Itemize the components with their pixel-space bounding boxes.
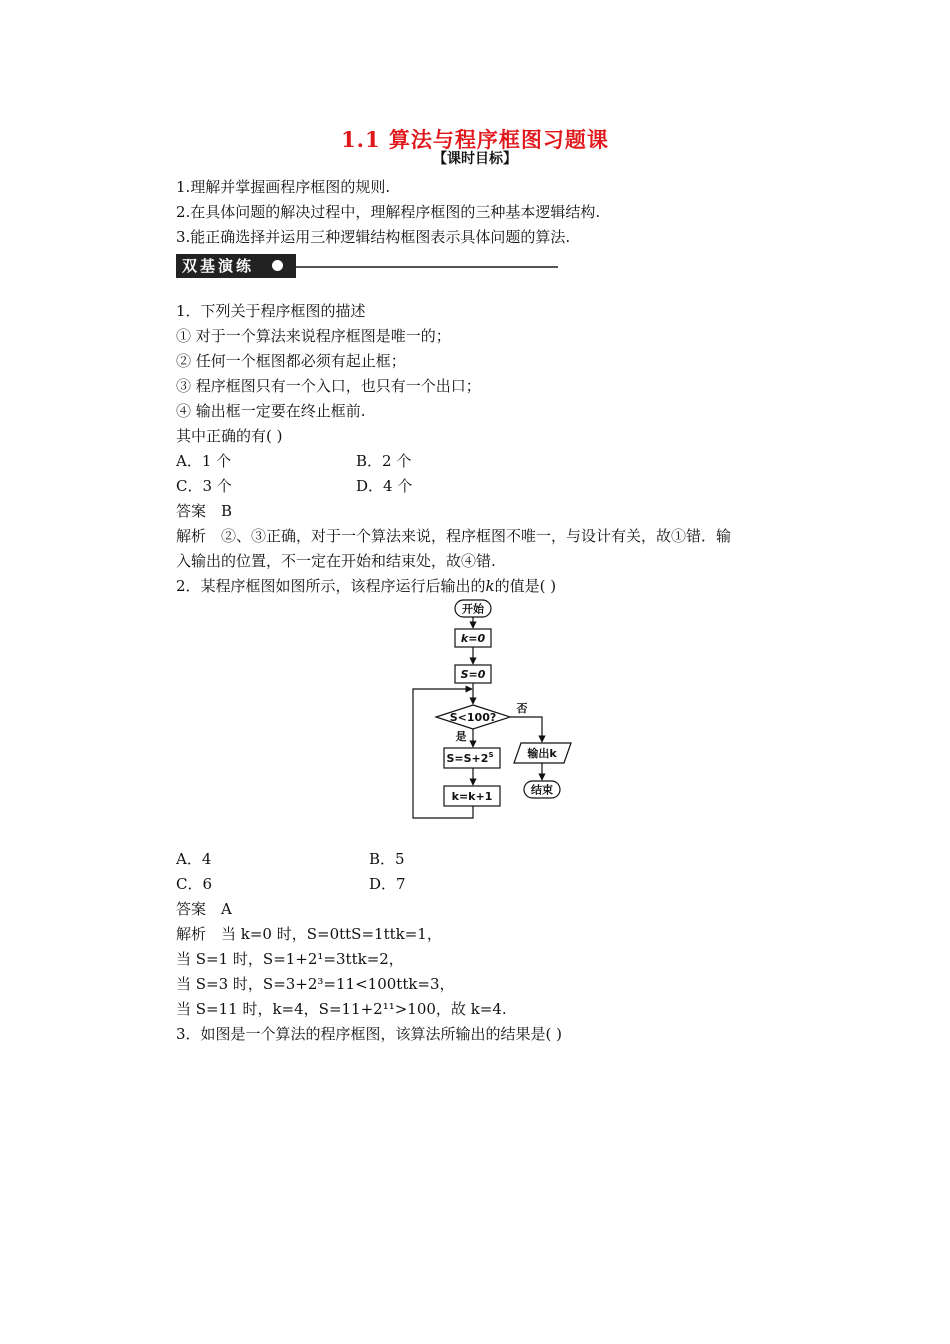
- q2-analysis-line-4: 当 S=11 时，k=4，S=11+2¹¹>100，故 k=4.: [176, 1000, 507, 1018]
- q1-answer: 答案 B: [176, 502, 233, 520]
- q1-item-4: ④ 输出框一定要在终止框前.: [176, 402, 366, 420]
- q2-option-d: D．7: [369, 875, 406, 893]
- objective-2: 2.在具体问题的解决过程中，理解程序框图的三种基本逻辑结构.: [176, 203, 601, 221]
- q1-item-3: ③ 程序框图只有一个入口，也只有一个出口；: [176, 377, 481, 395]
- q2-option-a: A．4: [176, 850, 212, 868]
- flowchart-condition-label: S<100?: [449, 711, 497, 724]
- q1-question: 其中正确的有( ): [176, 427, 283, 445]
- q3-stem: 3．如图是一个算法的程序框图，该算法所输出的结果是( ): [176, 1025, 563, 1043]
- q2-stem-variable: k: [485, 577, 495, 595]
- q2-analysis-line-3: 当 S=3 时，S=3+2³=11<100ttk=3，: [176, 975, 455, 993]
- flowchart: [400, 596, 600, 826]
- q1-analysis-line-1: 解析 ②、③正确，对于一个算法来说，程序框图不唯一，与设计有关，故①错．输: [176, 527, 732, 545]
- flowchart-output-label: 输出k: [527, 747, 557, 760]
- flowchart-start-label: 开始: [462, 602, 484, 616]
- q1-item-2: ② 任何一个框图都必须有起止框；: [176, 352, 406, 370]
- q2-option-b: B．5: [369, 850, 405, 868]
- q1-option-a: A．1 个: [176, 452, 232, 470]
- q2-analysis-line-1: 解析 当 k=0 时，S=0ttS=1ttk=1，: [176, 925, 442, 943]
- flowchart-update-s-sup: S: [488, 751, 494, 759]
- q1-item-1: ① 对于一个算法来说程序框图是唯一的；: [176, 327, 451, 345]
- flowchart-arrow-no: [510, 717, 542, 742]
- flowchart-update-s-label: [447, 751, 494, 765]
- objective-3: 3.能正确选择并运用三种逻辑结构框图表示具体问题的算法.: [176, 228, 571, 246]
- q2-analysis-line-2: 当 S=1 时，S=1+2¹=3ttk=2，: [176, 950, 404, 968]
- flowchart-init-k-label: k=0: [460, 632, 486, 645]
- section-dot-icon: [272, 260, 283, 271]
- flowchart-update-k-label: k=k+1: [451, 790, 493, 803]
- flowchart-init-s-label: S=0: [460, 668, 486, 681]
- section-header: 双基演练: [176, 254, 296, 278]
- q1-stem: 1．下列关于程序框图的描述: [176, 302, 366, 320]
- page-title: 1.1 算法与程序框图习题课: [341, 127, 609, 152]
- q2-stem-part-2: 的值是( ): [494, 577, 557, 595]
- q1-option-b: B．2 个: [356, 452, 412, 470]
- q2-option-c: C．6: [176, 875, 213, 893]
- q2-stem: [176, 576, 556, 596]
- q1-option-d: D．4 个: [356, 477, 413, 495]
- section-divider: [296, 266, 558, 268]
- q1-option-c: C．3 个: [176, 477, 232, 495]
- flowchart-no-label: 否: [516, 702, 528, 715]
- q2-stem-part-1: 2．某程序框图如图所示，该程序运行后输出的: [176, 577, 486, 595]
- flowchart-yes-label: 是: [455, 730, 467, 743]
- q2-answer: 答案 A: [176, 900, 232, 918]
- q1-analysis-line-2: 入输出的位置，不一定在开始和结束处，故④错.: [176, 552, 496, 570]
- flowchart-end-label: 结束: [531, 783, 553, 797]
- objective-1: 1.理解并掌握画程序框图的规则.: [176, 178, 391, 196]
- flowchart-update-s-text: S=S+2: [446, 752, 489, 765]
- page-subtitle: 【课时目标】: [433, 151, 517, 167]
